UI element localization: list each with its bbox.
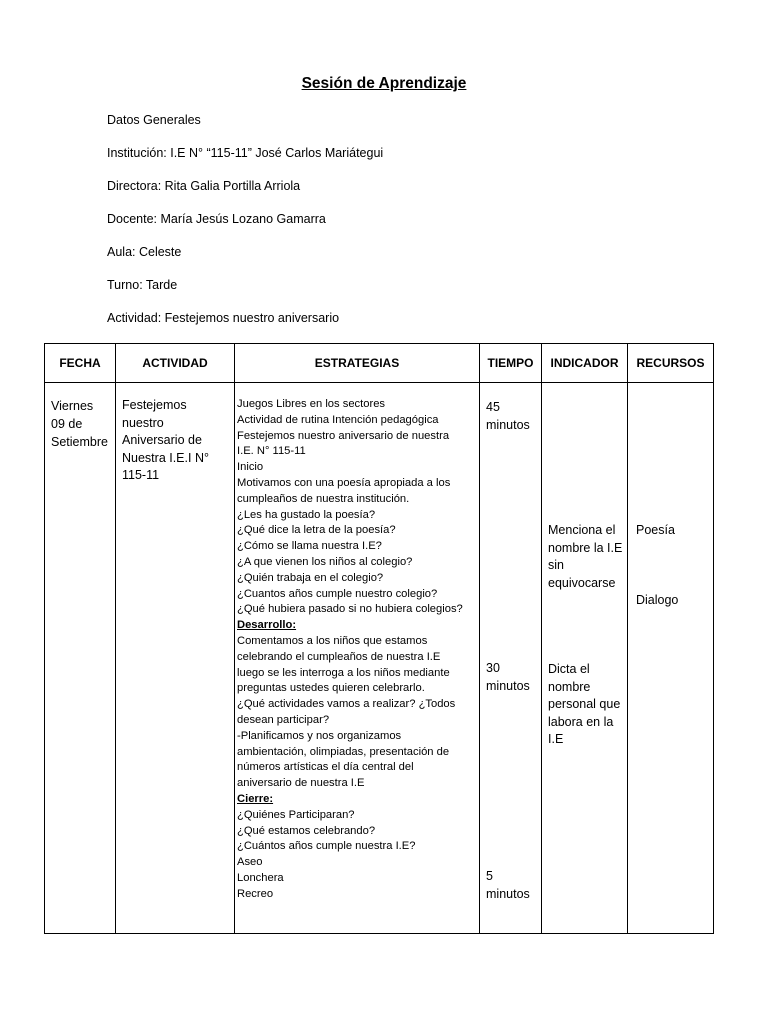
aula-line: Aula: Celeste (107, 245, 182, 259)
institucion-line: Institución: I.E N° “115-11” José Carlos Mariátegui (107, 146, 384, 160)
general-heading: Datos Generales (107, 113, 201, 127)
estrategia-line: Juegos Libres en los sectores (237, 398, 386, 410)
cell-actividad (116, 383, 235, 934)
indicador-2 (548, 661, 623, 749)
tiempo-value: 5 (486, 869, 493, 883)
estrategia-line: ¿A que vienen los niños al colegio? (237, 555, 413, 568)
session-table (44, 343, 714, 934)
indicador-line: Dicta el (548, 662, 590, 676)
cell-recursos (628, 383, 714, 934)
estrategia-line: ¿Qué estamos celebrando? (237, 824, 376, 837)
header-fecha: FECHA (45, 344, 116, 383)
header-indicador: INDICADOR (542, 344, 628, 383)
estrategia-line: I.E. N° 115-11 (237, 445, 306, 458)
estrategia-line: Inicio (237, 461, 264, 474)
general-data (107, 112, 383, 343)
directora-line: Directora: Rita Galia Portilla Arriola (107, 179, 301, 193)
cell-estrategias (235, 383, 480, 934)
indicador-line: I.E (548, 732, 564, 746)
estrategia-line: ¿Cuántos años cumple nuestra I.E? (237, 840, 416, 853)
desarrollo-heading: Desarrollo: (237, 619, 297, 632)
estrategia-line: números artísticas el día central del (237, 761, 414, 774)
fecha-line: Viernes (51, 399, 94, 413)
turno-line: Turno: Tarde (107, 278, 178, 292)
indicador-line: personal que (548, 697, 621, 711)
header-actividad: ACTIVIDAD (116, 344, 235, 383)
table-header-row (45, 344, 714, 383)
recurso-poesia: Poesía (636, 523, 675, 537)
tiempo-value: 45 (486, 400, 500, 414)
header-estrategias: ESTRATEGIAS (235, 344, 480, 383)
indicador-line: nombre la I.E (548, 540, 623, 555)
tiempo-value: 30 (486, 661, 500, 675)
tiempo-cierre (486, 868, 530, 903)
indicador-line: Menciona el (548, 523, 616, 537)
estrategia-line: ¿Les ha gustado la poesía? (237, 508, 376, 521)
estrategia-line: ¿Quiénes Participaran? (237, 808, 355, 821)
estrategia-line: ¿Cómo se llama nuestra I.E? (237, 540, 382, 553)
cell-indicador (542, 383, 628, 934)
actividad-text: 115-11 (122, 468, 160, 482)
estrategia-line: ¿Qué dice la letra de la poesía? (237, 524, 396, 537)
tiempo-inicio (486, 399, 530, 434)
header-tiempo: TIEMPO (480, 344, 542, 383)
docente-line: Docente: María Jesús Lozano Gamarra (107, 212, 326, 226)
header-recursos: RECURSOS (628, 344, 714, 383)
estrategia-line: Lonchera (237, 871, 284, 884)
estrategia-line: Motivamos con una poesía apropiada a los (237, 476, 451, 489)
fecha-line: 09 de (51, 417, 83, 431)
actividad-text: Aniversario de (122, 433, 202, 447)
estrategia-line: -Planificamos y nos organizamos (237, 729, 402, 742)
estrategia-line: cumpleaños de nuestra institución. (237, 492, 410, 505)
estrategia-line: celebrando el cumpleaños de nuestra I.E (237, 650, 441, 663)
cell-fecha (45, 383, 116, 934)
estrategia-line: ambientación, olimpiadas, presentación de (237, 745, 450, 758)
estrategia-line: luego se les interroga a los niños mediante (237, 666, 450, 679)
estrategia-line: Actividad de rutina Intención pedagógica (237, 413, 439, 426)
cierre-heading: Cierre: (237, 792, 274, 805)
actividad-text: Nuestra I.E.I N° (122, 450, 209, 465)
estrategia-line: ¿Cuantos años cumple nuestro colegio? (237, 587, 438, 600)
actividad-line: Actividad: Festejemos nuestro aniversario (107, 311, 340, 325)
estrategia-line: Aseo (237, 856, 263, 869)
estrategia-line: preguntas ustedes quieren celebrarlo. (237, 682, 425, 695)
estrategia-line: ¿Qué actividades vamos a realizar? ¿Todos (237, 698, 456, 711)
indicador-line: sin (548, 558, 564, 572)
indicador-1 (548, 522, 623, 592)
table-row (45, 383, 714, 934)
indicador-line: equivocarse (548, 575, 616, 590)
tiempo-unit: minutos (486, 678, 530, 693)
actividad-text: Festejemos (122, 398, 187, 412)
tiempo-desarrollo (486, 660, 530, 695)
actividad-text: nuestro (122, 415, 164, 430)
indicador-line: nombre (548, 679, 591, 694)
tiempo-unit: minutos (486, 886, 530, 901)
estrategia-line: desean participar? (237, 713, 330, 726)
cell-tiempo (480, 383, 542, 934)
page-title: Sesión de Aprendizaje (301, 75, 467, 92)
recurso-dialogo: Dialogo (636, 593, 679, 607)
estrategia-line: Recreo (237, 887, 274, 900)
estrategia-line: ¿Qué hubiera pasado si no hubiera colegios? (237, 603, 463, 616)
indicador-line: labora en la (548, 714, 614, 729)
tiempo-unit: minutos (486, 417, 530, 432)
estrategia-line: Comentamos a los niños que estamos (237, 634, 428, 647)
estrategia-line: ¿Quién trabaja en el colegio? (237, 571, 384, 584)
estrategia-line: Festejemos nuestro aniversario de nuestra (237, 429, 450, 442)
fecha-line: Setiembre (51, 435, 108, 449)
estrategia-line: aniversario de nuestra I.E (237, 777, 365, 790)
